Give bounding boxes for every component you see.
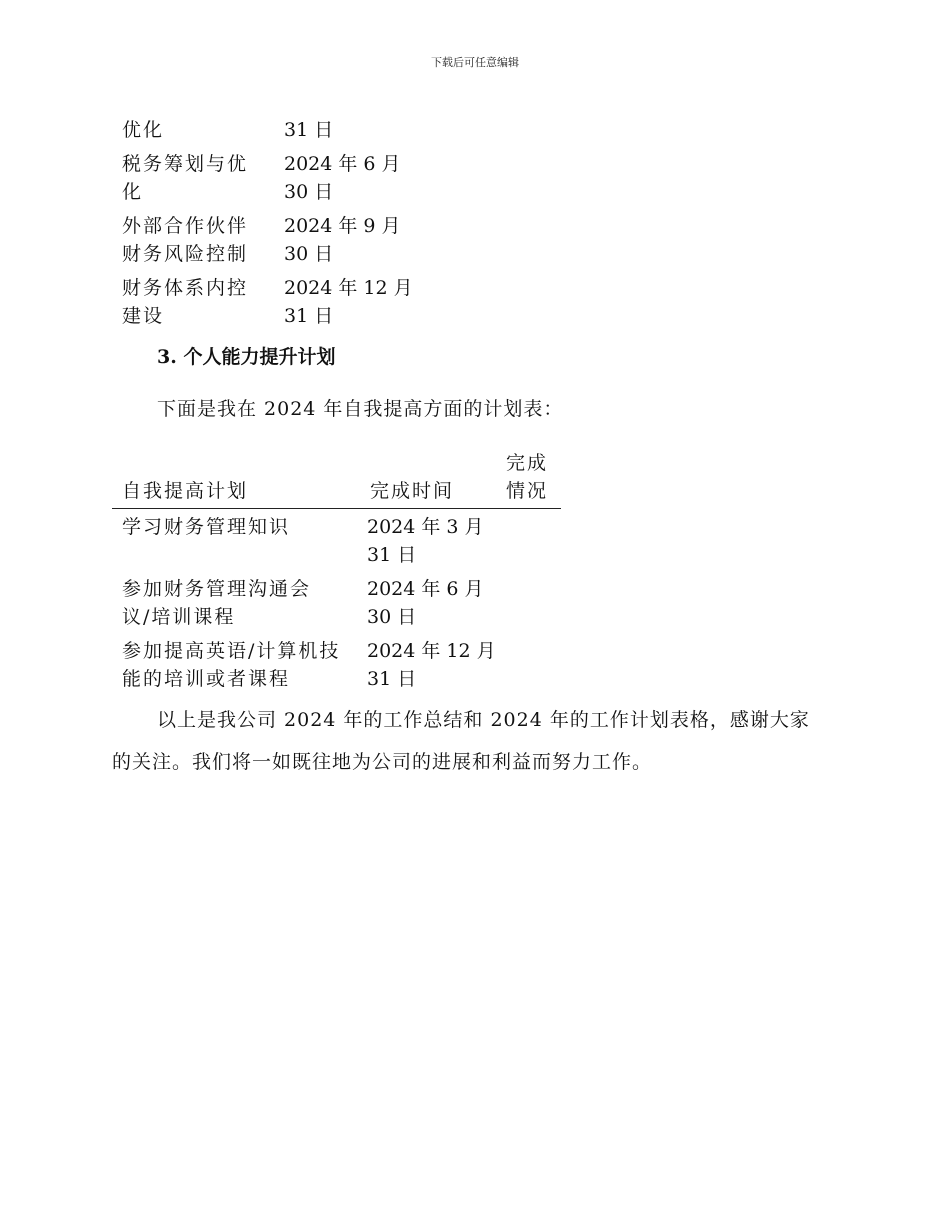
table2-time: 2024 年 3 月 31 日 bbox=[367, 516, 484, 566]
closing-line-1: 以上是我公司 2024 年的工作总结和 2024 年的工作计划表格，感谢大家 bbox=[157, 709, 810, 731]
table1-date: 2024 年 6 月 30 日 bbox=[284, 153, 401, 203]
table2-time: 2024 年 12 月 31 日 bbox=[367, 640, 496, 690]
table2-time: 2024 年 6 月 30 日 bbox=[367, 578, 484, 628]
table2-plan: 参加财务管理沟通会 议/培训课程 bbox=[122, 578, 312, 628]
table2-plan: 参加提高英语/计算机技 能的培训或者课程 bbox=[122, 640, 341, 690]
table1-date: 2024 年 12 月 31 日 bbox=[284, 277, 413, 327]
header-plan: 自我提高计划 bbox=[122, 480, 249, 502]
section-intro: 下面是我在 2024 年自我提高方面的计划表： bbox=[157, 398, 564, 420]
table1-date: 31 日 bbox=[284, 119, 334, 141]
table1-item: 税务筹划与优 化 bbox=[122, 153, 249, 203]
header-status-line2: 情况 bbox=[506, 480, 549, 502]
table1-date: 2024 年 9 月 30 日 bbox=[284, 215, 401, 265]
table1-item: 优化 bbox=[122, 119, 165, 141]
table2-header bbox=[112, 450, 561, 509]
table1-item: 外部合作伙伴 财务风险控制 bbox=[122, 215, 249, 265]
table1-item: 财务体系内控 建设 bbox=[122, 277, 249, 327]
closing-line-2: 的关注。我们将一如既往地为公司的进展和利益而努力工作。 bbox=[112, 751, 653, 773]
table2-plan: 学习财务管理知识 bbox=[122, 516, 291, 538]
page-header-note: 下载后可任意编辑 bbox=[431, 56, 519, 69]
section-heading: 3. 个人能力提升计划 bbox=[157, 346, 336, 368]
header-time: 完成时间 bbox=[370, 480, 455, 502]
header-status-line1: 完成 bbox=[506, 452, 549, 474]
